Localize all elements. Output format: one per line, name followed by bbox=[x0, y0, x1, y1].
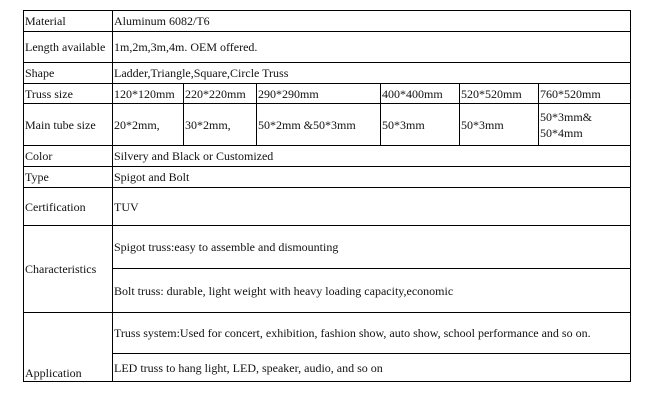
row-material bbox=[24, 11, 631, 32]
type-value: Spigot and Bolt bbox=[113, 167, 631, 188]
row-application-2 bbox=[24, 354, 631, 382]
certification-value: TUV bbox=[113, 188, 631, 226]
color-label: Color bbox=[24, 146, 113, 167]
main-tube-cell: 20*2mm, bbox=[113, 104, 184, 146]
characteristics-label: Characteristics bbox=[24, 226, 113, 313]
characteristics-item: Spigot truss:easy to assemble and dismounting bbox=[113, 226, 631, 269]
row-main-tube bbox=[24, 104, 631, 146]
main-tube-cell: 50*2mm &50*3mm bbox=[257, 104, 381, 146]
application-item: LED truss to hang light, LED, speaker, audio, and so on bbox=[113, 354, 631, 382]
length-label: Length available bbox=[24, 32, 113, 63]
row-characteristics bbox=[24, 226, 631, 269]
row-color bbox=[24, 146, 631, 167]
spec-table bbox=[23, 10, 631, 382]
characteristics-item: Bolt truss: durable, light weight with heavy loading capacity,economic bbox=[113, 269, 631, 313]
application-label: Application bbox=[24, 313, 113, 382]
row-truss-size bbox=[24, 84, 631, 104]
truss-size-cell: 120*120mm bbox=[113, 84, 184, 104]
truss-size-cell: 400*400mm bbox=[381, 84, 460, 104]
certification-label: Certification bbox=[24, 188, 113, 226]
type-label: Type bbox=[24, 167, 113, 188]
color-value: Silvery and Black or Customized bbox=[113, 146, 631, 167]
row-characteristics-2 bbox=[24, 269, 631, 313]
truss-size-cell: 760*520mm bbox=[539, 84, 631, 104]
main-tube-cell: 50*3mm& 50*4mm bbox=[539, 104, 631, 146]
length-value: 1m,2m,3m,4m. OEM offered. bbox=[113, 32, 631, 63]
main-tube-cell: 50*3mm bbox=[381, 104, 460, 146]
main-tube-cell: 30*2mm, bbox=[184, 104, 257, 146]
row-length bbox=[24, 32, 631, 63]
row-type bbox=[24, 167, 631, 188]
row-certification bbox=[24, 188, 631, 226]
shape-value: Ladder,Triangle,Square,Circle Truss bbox=[113, 63, 631, 84]
truss-size-cell: 520*520mm bbox=[460, 84, 539, 104]
main-tube-label: Main tube size bbox=[24, 104, 113, 146]
truss-size-label: Truss size bbox=[24, 84, 113, 104]
material-value: Aluminum 6082/T6 bbox=[113, 11, 631, 32]
row-application bbox=[24, 313, 631, 354]
main-tube-cell: 50*3mm bbox=[460, 104, 539, 146]
row-shape bbox=[24, 63, 631, 84]
truss-size-cell: 290*290mm bbox=[257, 84, 381, 104]
application-item: Truss system:Used for concert, exhibition, fashion show, auto show, school performance and so on. bbox=[113, 313, 631, 354]
shape-label: Shape bbox=[24, 63, 113, 84]
material-label: Material bbox=[24, 11, 113, 32]
truss-size-cell: 220*220mm bbox=[184, 84, 257, 104]
